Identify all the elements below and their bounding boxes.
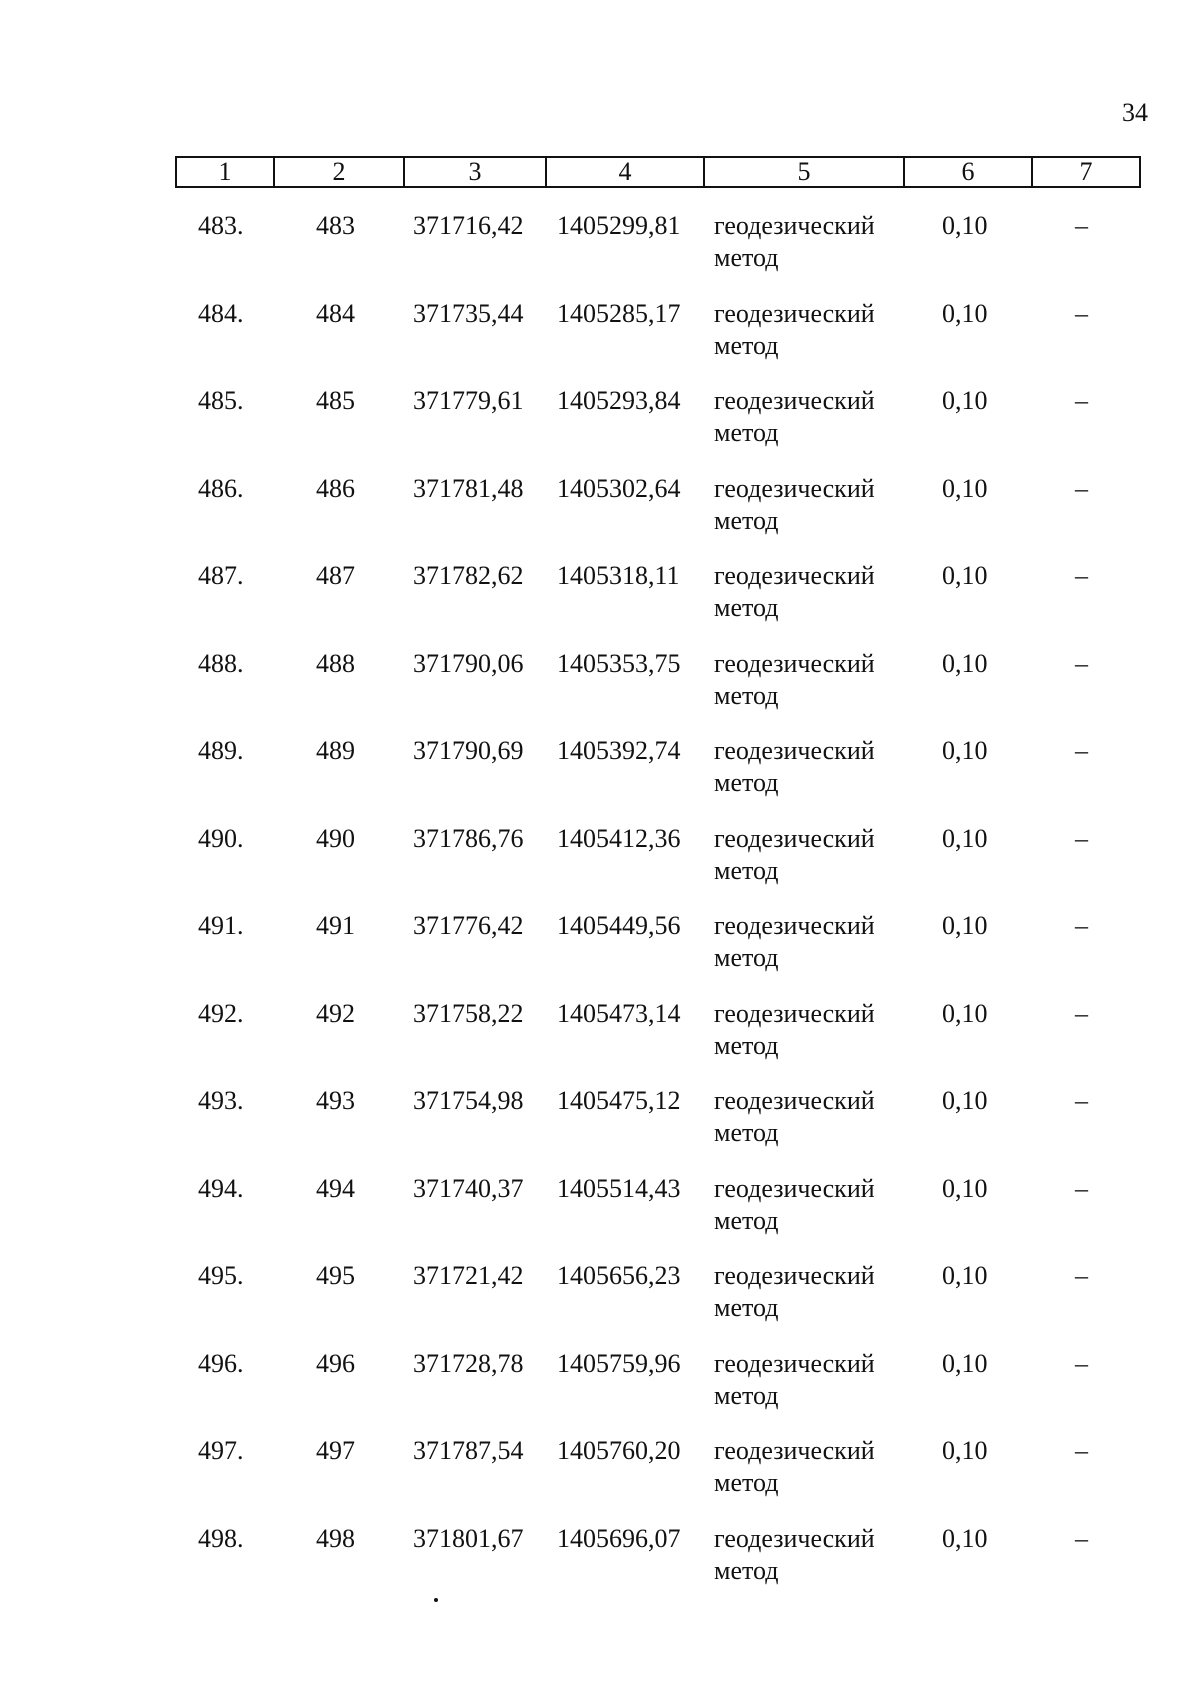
row-number: 494.	[198, 1173, 244, 1203]
point-id: 494	[316, 1173, 355, 1203]
accuracy: 0,10	[942, 298, 988, 328]
header-col-2: 2	[275, 158, 405, 186]
method: геодезический метод	[714, 736, 875, 797]
method: геодезический метод	[714, 1173, 875, 1235]
page-number: 34	[1122, 98, 1148, 127]
note: –	[1075, 736, 1088, 765]
point-id: 486	[316, 473, 355, 503]
coord-x: 371728,78	[413, 1348, 524, 1378]
row-number: 493.	[198, 1086, 244, 1115]
coord-x: 371782,62	[413, 561, 524, 590]
table-row	[0, 1260, 1200, 1348]
method: геодезический метод	[714, 1086, 875, 1147]
accuracy: 0,10	[942, 1523, 988, 1553]
accuracy: 0,10	[942, 911, 988, 940]
coord-y: 1405293,84	[557, 386, 681, 415]
table-row	[0, 1523, 1200, 1611]
coord-y: 1405412,36	[557, 823, 681, 853]
method: геодезический метод	[714, 473, 875, 535]
coord-y: 1405318,11	[557, 561, 680, 590]
table-row	[0, 560, 1200, 648]
point-id: 490	[316, 823, 355, 853]
table-row	[0, 823, 1200, 911]
row-number: 487.	[198, 561, 244, 590]
coord-y: 1405656,23	[557, 1261, 681, 1290]
coord-y: 1405299,81	[557, 211, 681, 240]
accuracy: 0,10	[942, 1086, 988, 1115]
note: –	[1075, 998, 1088, 1028]
point-id: 489	[316, 736, 355, 765]
method: геодезический метод	[714, 1261, 875, 1322]
table-body	[0, 210, 1200, 1610]
row-number: 498.	[198, 1523, 244, 1553]
header-col-3: 3	[405, 158, 547, 186]
coord-y: 1405285,17	[557, 298, 681, 328]
note: –	[1075, 1436, 1088, 1465]
coord-x: 371790,06	[413, 648, 524, 678]
method: геодезический метод	[714, 1348, 875, 1410]
note: –	[1075, 473, 1088, 503]
coord-x: 371781,48	[413, 473, 524, 503]
accuracy: 0,10	[942, 1173, 988, 1203]
point-id: 483	[316, 211, 355, 240]
point-id: 493	[316, 1086, 355, 1115]
point-id: 491	[316, 911, 355, 940]
point-id: 492	[316, 998, 355, 1028]
table-row	[0, 998, 1200, 1086]
note: –	[1075, 211, 1088, 240]
accuracy: 0,10	[942, 211, 988, 240]
coord-y: 1405759,96	[557, 1348, 681, 1378]
point-id: 484	[316, 298, 355, 328]
coord-y: 1405449,56	[557, 911, 681, 940]
note: –	[1075, 298, 1088, 328]
method: геодезический метод	[714, 561, 875, 622]
header-col-4: 4	[547, 158, 705, 186]
table-row	[0, 735, 1200, 823]
method: геодезический метод	[714, 1523, 875, 1585]
row-number: 491.	[198, 911, 244, 940]
row-number: 496.	[198, 1348, 244, 1378]
method: геодезический метод	[714, 211, 875, 272]
coord-y: 1405302,64	[557, 473, 681, 503]
coord-y: 1405696,07	[557, 1523, 681, 1553]
coord-y: 1405514,43	[557, 1173, 681, 1203]
accuracy: 0,10	[942, 998, 988, 1028]
header-col-6: 6	[905, 158, 1033, 186]
table-row	[0, 385, 1200, 473]
point-id: 487	[316, 561, 355, 590]
accuracy: 0,10	[942, 1348, 988, 1378]
note: –	[1075, 1348, 1088, 1378]
note: –	[1075, 1261, 1088, 1290]
method: геодезический метод	[714, 298, 875, 360]
note: –	[1075, 1086, 1088, 1115]
header-col-5: 5	[705, 158, 905, 186]
row-number: 485.	[198, 386, 244, 415]
method: геодезический метод	[714, 648, 875, 710]
method: геодезический метод	[714, 1436, 875, 1497]
table-row	[0, 648, 1200, 736]
row-number: 490.	[198, 823, 244, 853]
note: –	[1075, 823, 1088, 853]
accuracy: 0,10	[942, 1261, 988, 1290]
note: –	[1075, 648, 1088, 678]
table-row	[0, 1435, 1200, 1523]
table-row	[0, 473, 1200, 561]
coord-y: 1405392,74	[557, 736, 681, 765]
point-id: 488	[316, 648, 355, 678]
accuracy: 0,10	[942, 1436, 988, 1465]
table-row	[0, 1173, 1200, 1261]
note: –	[1075, 1173, 1088, 1203]
coord-x: 371716,42	[413, 211, 524, 240]
coord-x: 371754,98	[413, 1086, 524, 1115]
point-id: 485	[316, 386, 355, 415]
note: –	[1075, 1523, 1088, 1553]
method: геодезический метод	[714, 911, 875, 972]
table-row	[0, 910, 1200, 998]
note: –	[1075, 561, 1088, 590]
row-number: 483.	[198, 211, 244, 240]
coord-y: 1405475,12	[557, 1086, 681, 1115]
coord-x: 371779,61	[413, 386, 524, 415]
header-col-1: 1	[177, 158, 275, 186]
coord-x: 371740,37	[413, 1173, 524, 1203]
stray-dot	[434, 1598, 438, 1602]
accuracy: 0,10	[942, 823, 988, 853]
coord-y: 1405353,75	[557, 648, 681, 678]
method: геодезический метод	[714, 386, 875, 447]
row-number: 492.	[198, 998, 244, 1028]
table-row	[0, 210, 1200, 298]
row-number: 489.	[198, 736, 244, 765]
row-number: 495.	[198, 1261, 244, 1290]
coord-x: 371735,44	[413, 298, 524, 328]
row-number: 497.	[198, 1436, 244, 1465]
note: –	[1075, 911, 1088, 940]
row-number: 484.	[198, 298, 244, 328]
table-header	[175, 156, 1141, 188]
coord-x: 371721,42	[413, 1261, 524, 1290]
accuracy: 0,10	[942, 561, 988, 590]
accuracy: 0,10	[942, 473, 988, 503]
accuracy: 0,10	[942, 648, 988, 678]
point-id: 498	[316, 1523, 355, 1553]
coord-x: 371790,69	[413, 736, 524, 765]
point-id: 497	[316, 1436, 355, 1465]
accuracy: 0,10	[942, 736, 988, 765]
point-id: 496	[316, 1348, 355, 1378]
method: геодезический метод	[714, 823, 875, 885]
coord-x: 371786,76	[413, 823, 524, 853]
row-number: 486.	[198, 473, 244, 503]
coord-x: 371758,22	[413, 998, 524, 1028]
row-number: 488.	[198, 648, 244, 678]
table-row	[0, 1085, 1200, 1173]
coord-y: 1405760,20	[557, 1436, 681, 1465]
table-row	[0, 1348, 1200, 1436]
coord-x: 371801,67	[413, 1523, 524, 1553]
header-col-7: 7	[1079, 157, 1093, 186]
point-id: 495	[316, 1261, 355, 1290]
coord-x: 371776,42	[413, 911, 524, 940]
accuracy: 0,10	[942, 386, 988, 415]
coord-y: 1405473,14	[557, 998, 681, 1028]
note: –	[1075, 386, 1088, 415]
method: геодезический метод	[714, 998, 875, 1060]
table-row	[0, 298, 1200, 386]
coord-x: 371787,54	[413, 1436, 524, 1465]
